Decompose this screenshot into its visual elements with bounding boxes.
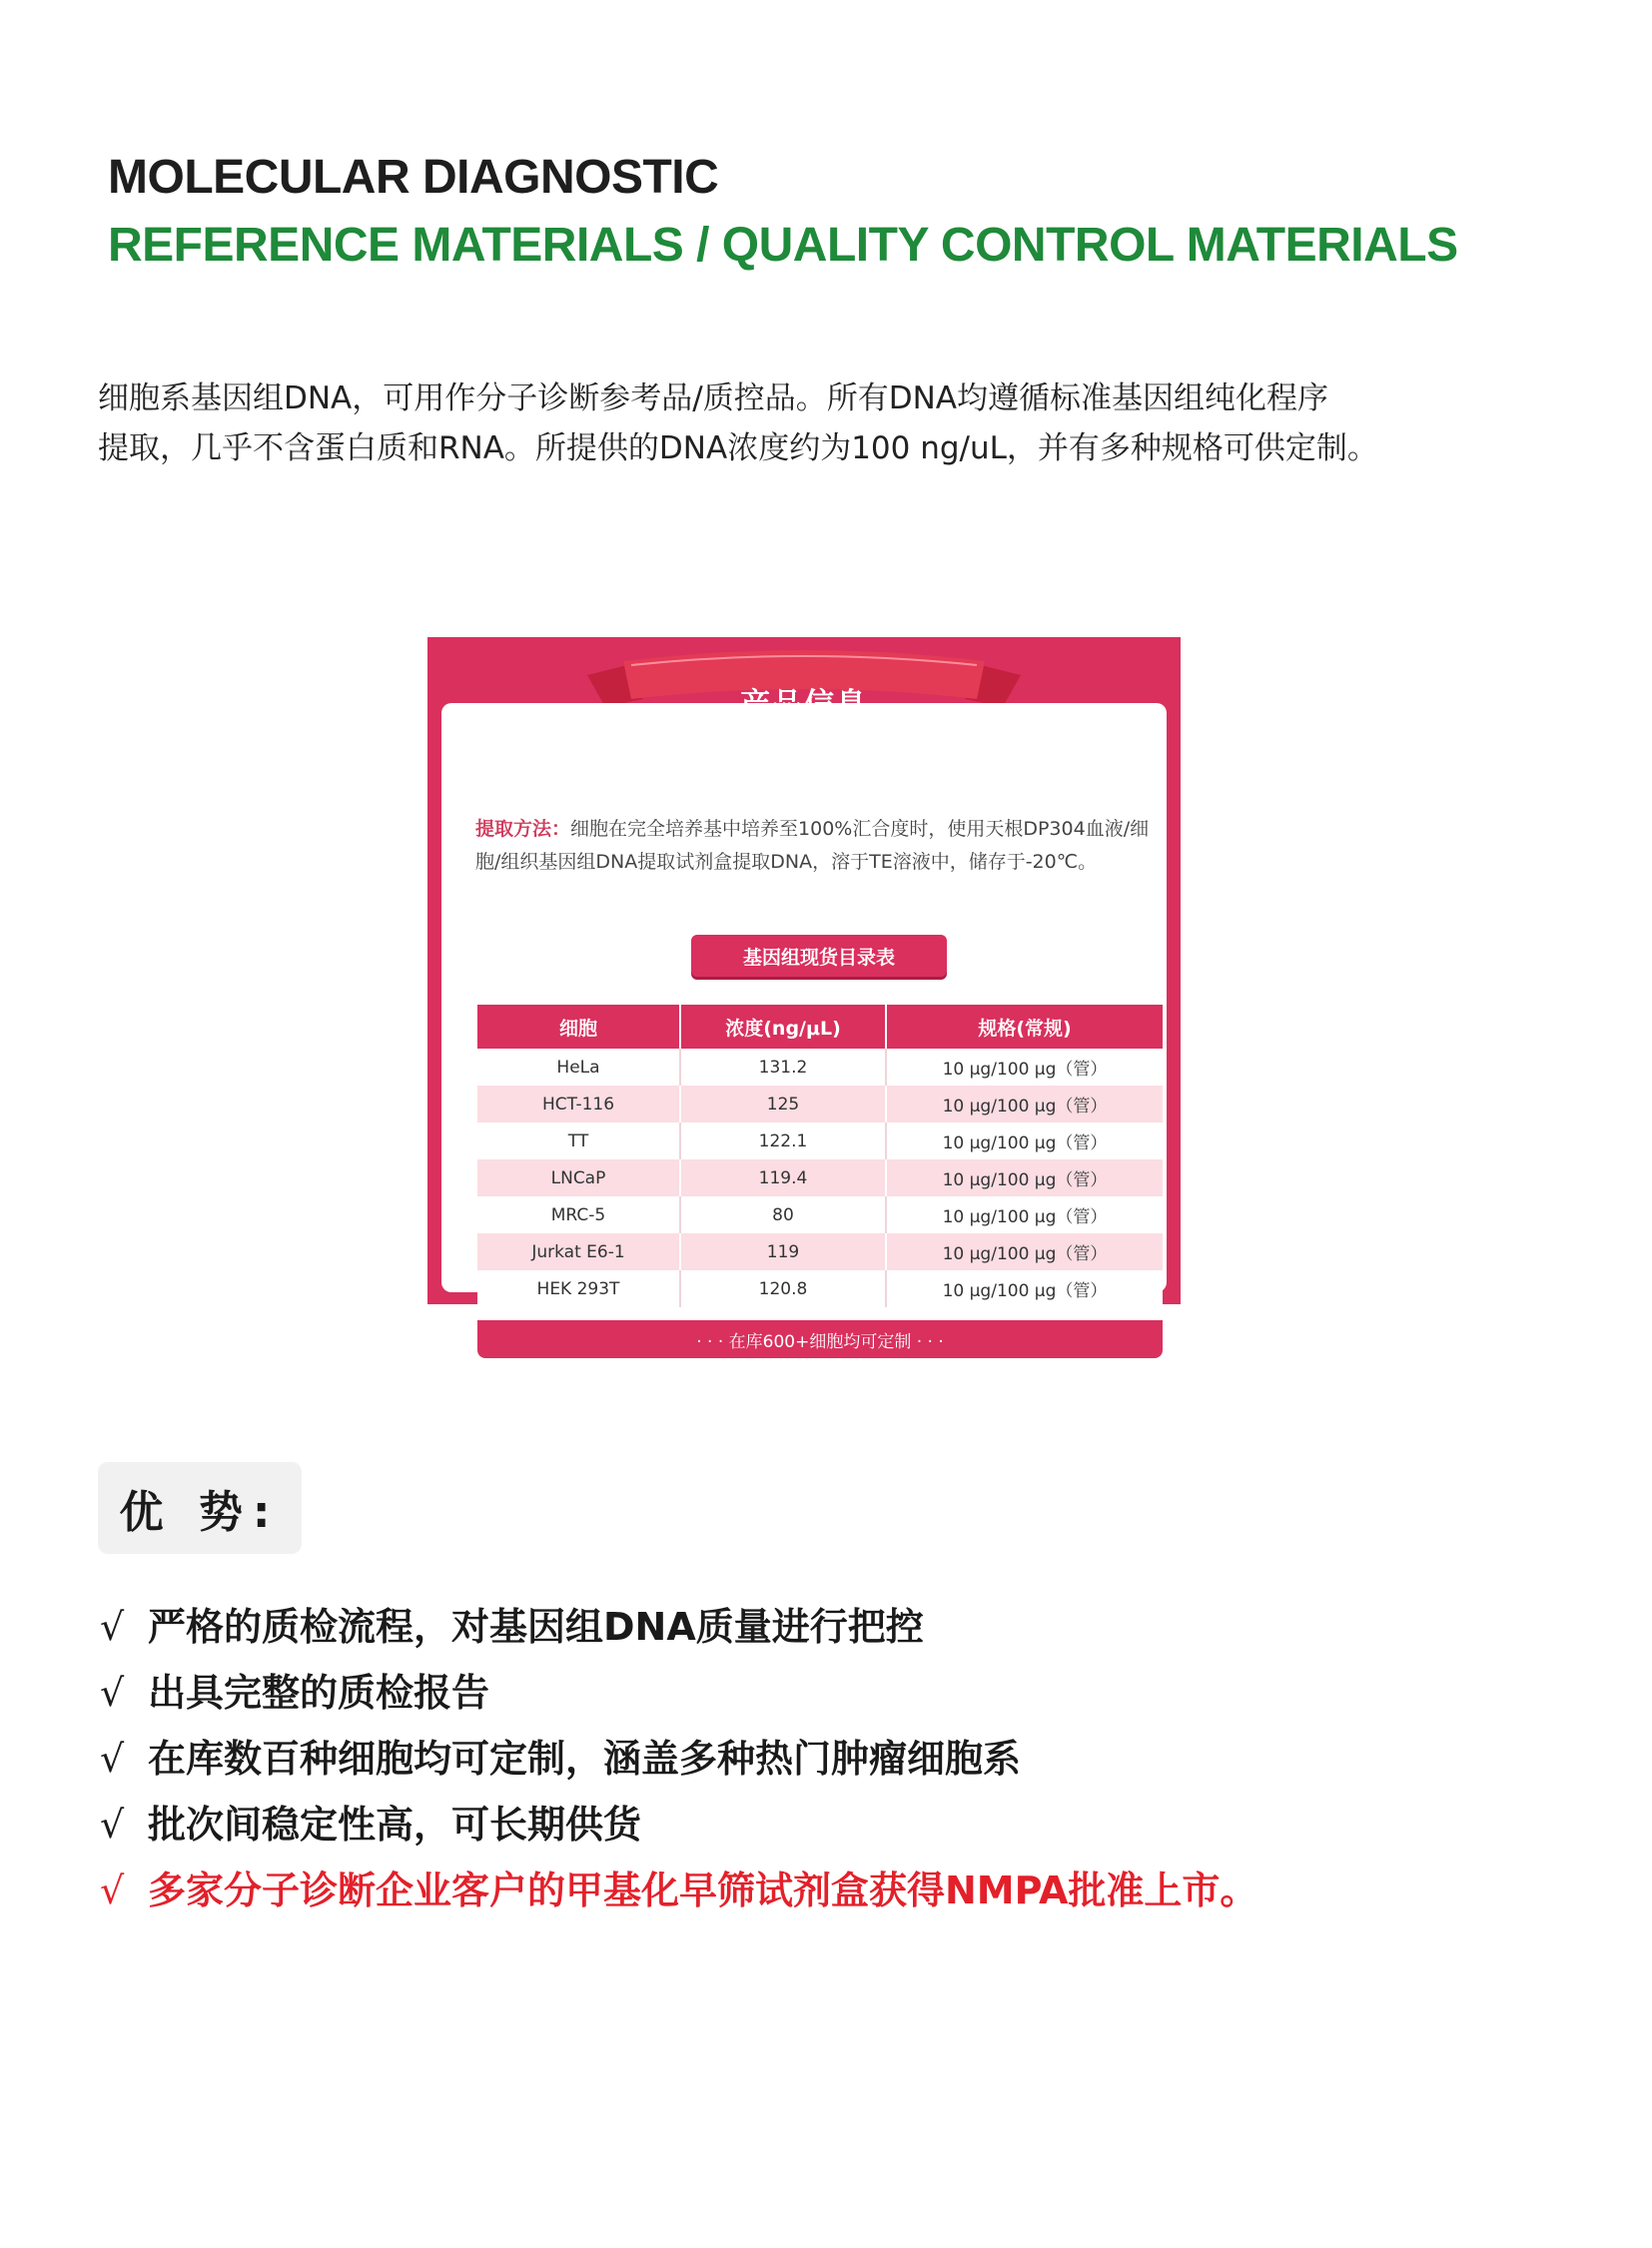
advantage-text: 在库数百种细胞均可定制，涵盖多种热门肿瘤细胞系 [148,1737,1022,1781]
title-line-2: REFERENCE MATERIALS / QUALITY CONTROL MATERIALS [108,219,1458,272]
check-icon: √ [100,1671,125,1715]
table-row [477,1049,1163,1086]
cell-name: LNCaP [477,1159,680,1196]
check-icon: √ [100,1737,125,1781]
advantage-text: 出具完整的质检报告 [148,1671,490,1715]
cell-name: HeLa [477,1049,680,1086]
table-footer-note: · · · 在库600+细胞均可定制 · · · [477,1320,1163,1358]
extraction-method [475,813,1165,879]
list-item [100,1660,1257,1726]
table-row [477,1123,1163,1159]
catalog-button[interactable]: 基因组现货目录表 [691,935,947,977]
check-icon: √ [100,1869,125,1912]
table-row [477,1159,1163,1196]
cell-spec: 10 μg/100 μg（管） [886,1123,1163,1159]
cell-name: HEK 293T [477,1270,680,1307]
method-label: 提取方法： [475,818,571,840]
list-item [100,1594,1257,1660]
cell-concentration: 119.4 [680,1159,886,1196]
cell-concentration: 119 [680,1233,886,1270]
advantages-list [100,1594,1257,1923]
table-row [477,1233,1163,1270]
cell-spec: 10 μg/100 μg（管） [886,1233,1163,1270]
col-concentration: 浓度(ng/μL) [680,1005,886,1049]
intro-line-1: 细胞系基因组DNA，可用作分子诊断参考品/质控品。所有DNA均遵循标准基因组纯化程序 [98,380,1328,416]
table-row [477,1086,1163,1123]
cell-name: TT [477,1123,680,1159]
cell-spec: 10 μg/100 μg（管） [886,1270,1163,1307]
card-body [441,703,1167,1352]
title-line-1: MOLECULAR DIAGNOSTIC [108,151,719,204]
list-item-highlight [100,1858,1257,1923]
list-item [100,1726,1257,1792]
advantages-heading: 优 势: [98,1462,302,1554]
table-header-row [477,1005,1163,1049]
intro-paragraph [98,374,1576,473]
cell-concentration: 80 [680,1196,886,1233]
method-text: 细胞在完全培养基中培养至100%汇合度时，使用天根DP304血液/细胞/组织基因组DNA提取试剂盒提取DNA，溶于TE溶液中，储存于-20℃。 [475,818,1150,873]
check-icon: √ [100,1605,125,1649]
cell-concentration: 122.1 [680,1123,886,1159]
cell-concentration: 120.8 [680,1270,886,1307]
table-row [477,1196,1163,1233]
cell-name: HCT-116 [477,1086,680,1123]
cell-name: Jurkat E6-1 [477,1233,680,1270]
product-info-card [427,637,1181,1352]
cell-spec: 10 μg/100 μg（管） [886,1196,1163,1233]
intro-line-2: 提取，几乎不含蛋白质和RNA。所提供的DNA浓度约为100 ng/uL，并有多种规格可供定制。 [98,430,1378,466]
table-row [477,1270,1163,1307]
genome-catalog-table [477,1005,1163,1307]
check-icon: √ [100,1803,125,1847]
cell-concentration: 125 [680,1086,886,1123]
cell-concentration: 131.2 [680,1049,886,1086]
cell-spec: 10 μg/100 μg（管） [886,1086,1163,1123]
cell-name: MRC-5 [477,1196,680,1233]
list-item [100,1792,1257,1858]
col-cell: 细胞 [477,1005,680,1049]
cell-spec: 10 μg/100 μg（管） [886,1159,1163,1196]
advantage-text: 批次间稳定性高，可长期供货 [148,1803,642,1847]
col-spec: 规格(常规) [886,1005,1163,1049]
advantage-text: 多家分子诊断企业客户的甲基化早筛试剂盒获得NMPA批准上市。 [148,1869,1258,1912]
cell-spec: 10 μg/100 μg（管） [886,1049,1163,1086]
advantage-text: 严格的质检流程，对基因组DNA质量进行把控 [148,1605,924,1649]
